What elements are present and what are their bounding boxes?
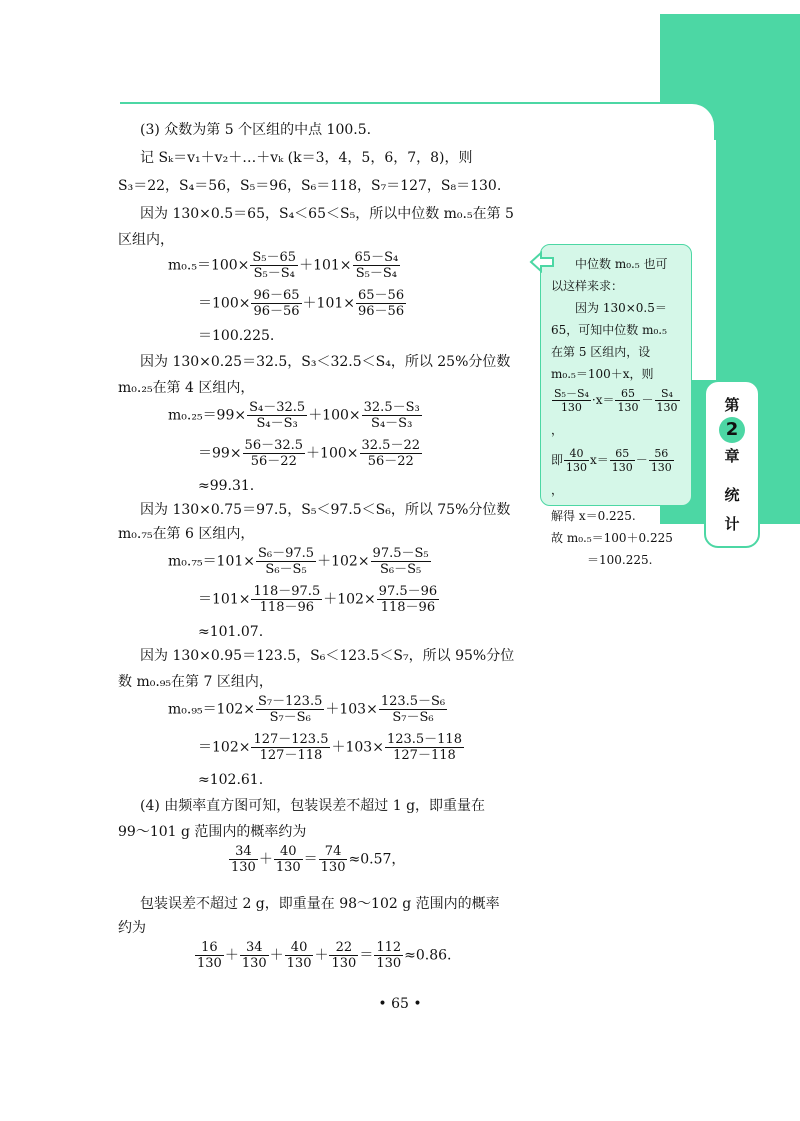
chapter-tab-suffix: 章: [724, 447, 740, 465]
formula-q25-result: ≈99.31.: [198, 478, 255, 494]
formula-median-2: ＝100× $\frac{96-65}{96-56}$ ＋101× $\frac{65-56}{96-56}$: [198, 288, 405, 319]
chapter-number: 2: [719, 417, 745, 443]
paragraph-line: 因为 130×0.95＝123.5，S₆＜123.5＜S₇，所以 95%分位: [140, 648, 515, 664]
formula-q75-result: ≈101.07.: [198, 624, 264, 640]
note-line: 故 m₀.₅＝100＋0.225: [551, 531, 673, 545]
formula-q25-2: ＝99× $\frac{56-32.5}{56-22}$ ＋100× $\frac{32.5-22}{56-22}$: [198, 438, 420, 469]
paragraph-line: 区组内，: [118, 232, 174, 248]
paragraph-line: (3) 众数为第 5 个区组的中点 100.5.: [140, 122, 372, 138]
chapter-tab-prefix: 第: [724, 396, 740, 414]
note-line: 因为 130×0.5＝: [575, 301, 667, 315]
formula-prob-2g: $\frac{16}{130}$ ＋ $\frac{34}{130}$ ＋ $\frac{40}{130}$ ＋ $\frac{22}{130}$ ＝ $\frac{112}{130}$ ≈0.86.: [197, 940, 452, 971]
paragraph-line: 数 m₀.₉₅在第 7 区组内，: [118, 674, 273, 690]
arrow-left-icon: [529, 251, 555, 273]
note-line: m₀.₅＝100＋x，则: [551, 367, 654, 381]
paragraph-line: 记 Sₖ＝v₁＋v₂＋…＋vₖ (k＝3，4，5，6，7，8)，则: [140, 150, 473, 166]
paragraph-line: 99～101 g 范围内的概率约为: [118, 824, 307, 840]
formula-q95-1: m₀.₉₅＝102× $\frac{\text{S₇－123.5}}{\text{S₇－S₆}}$ ＋103× $\frac{\text{123.5－S₆}}{\text{S₇－S₆}}$: [168, 694, 446, 725]
chapter-title-char-2: 计: [724, 515, 740, 533]
note-line: 解得 x＝0.225.: [551, 509, 636, 523]
paragraph-line: (4) 由频率直方图可知，包装误差不超过 1 g，即重量在: [140, 798, 486, 814]
formula-q75-2: ＝101× $\frac{118-97.5}{118-96}$ ＋102× $\frac{97.5-96}{118-96}$: [198, 584, 438, 615]
note-line: 在第 5 区组内，设: [551, 345, 651, 359]
note-line: 中位数 m₀.₅ 也可: [575, 257, 668, 271]
paragraph-line: m₀.₂₅在第 4 区组内，: [118, 380, 255, 396]
note-equation-1: $\frac{\text{S₅－S₄}}{130}$ ·x＝ $\frac{65}{130}$ － $\frac{\text{S₄}}{130}$ ，: [551, 387, 678, 437]
paragraph-line: 约为: [118, 920, 146, 936]
page-number: • 65 •: [378, 996, 422, 1012]
header-rule-corner: [640, 102, 716, 142]
chapter-tab: [704, 380, 760, 548]
header-rule: [120, 102, 660, 104]
note-line: 以这样来求：: [551, 279, 624, 293]
paragraph-line: 因为 130×0.5＝65，S₄＜65＜S₅，所以中位数 m₀.₅在第 5: [140, 206, 514, 222]
note-line: 65，可知中位数 m₀.₅: [551, 323, 667, 337]
paragraph-line: 包装误差不超过 2 g，即重量在 98～102 g 范围内的概率: [140, 896, 500, 912]
formula-prob-1g: $\frac{34}{130}$ ＋ $\frac{40}{130}$ ＝ $\frac{74}{130}$ ≈0.57，: [231, 844, 406, 875]
formula-median-1: m₀.₅＝100× $\frac{\text{S₅－65}}{\text{S₅－S₄}}$ ＋101× $\frac{\text{65－S₄}}{\text{S₅－S₄}}$: [168, 250, 399, 281]
formula-q75-1: m₀.₇₅＝101× $\frac{\text{S₆－97.5}}{\text{S₆－S₅}}$ ＋102× $\frac{\text{97.5－S₅}}{\text{S₆－S₅}}$: [168, 546, 429, 577]
paragraph-line: m₀.₇₅在第 6 区组内，: [118, 526, 255, 542]
formula-q25-1: m₀.₂₅＝99× $\frac{\text{S₄－32.5}}{\text{S₄－S₃}}$ ＋100× $\frac{\text{32.5－S₃}}{\text{S₄－S₃}}$: [168, 400, 420, 431]
paragraph-line: 因为 130×0.25＝32.5，S₃＜32.5＜S₄，所以 25%分位数: [140, 354, 511, 370]
margin-note: [540, 244, 692, 567]
paragraph-line: 因为 130×0.75＝97.5，S₅＜97.5＜S₆，所以 75%分位数: [140, 502, 511, 518]
formula-q95-result: ≈102.61.: [198, 772, 264, 788]
paragraph-line: S₃＝22，S₄＝56，S₅＝96，S₆＝118，S₇＝127，S₈＝130.: [118, 178, 502, 194]
formula-median-result: ＝100.225.: [198, 328, 275, 344]
note-equation-2: 即 $\frac{40}{130}$ x＝ $\frac{65}{130}$ － $\frac{56}{130}$ ，: [551, 447, 672, 497]
formula-q95-2: ＝102× $\frac{127-123.5}{127-118}$ ＋103× $\frac{123.5-118}{127-118}$: [198, 732, 462, 763]
note-line: ＝100.225.: [587, 553, 653, 567]
chapter-title-char-1: 统: [724, 486, 740, 504]
